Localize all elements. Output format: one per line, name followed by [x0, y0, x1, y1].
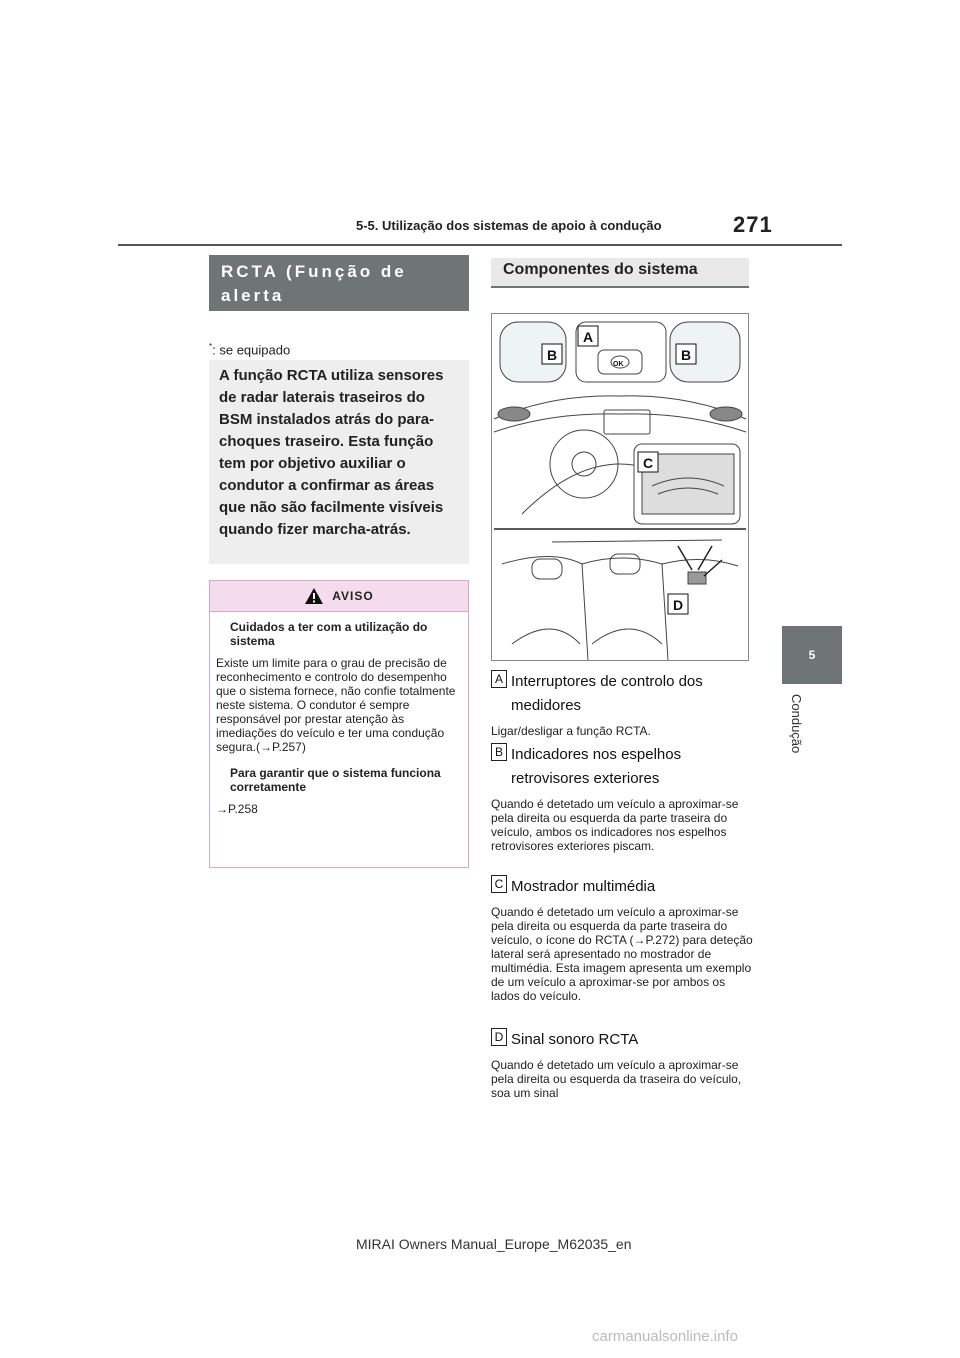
rcta-title-line2: de tráfego traseiro): [221, 313, 436, 333]
intro-box: A função RCTA utiliza sensores de radar laterais traseiros do BSM instalados atrás do para-choques traseiro. Esta função tem por objetivo auxiliar o condutor a confirmar as áreas que não são facilmente visíveis quando fizer marcha-atrás.: [209, 360, 469, 564]
item-b-title-line1: Indicadores nos espelhos: [511, 746, 682, 763]
warning-heading-1: Cuidados a ter com a utilização do sistema: [230, 620, 428, 648]
warning-text-1: Existe um limite para o grau de precisão de reconhecimento e controlo do desempenho que o sistema fornece, não confie totalmente neste sistema. O condutor é sempre responsável por prestar atenção às imediações do veículo e ter uma condução segura.(→P.257): [216, 656, 456, 754]
item-c-title-line1: Mostrador multimédia: [511, 878, 656, 895]
warning-heading-2: Para garantir que o sistema funciona corretamente: [230, 766, 441, 794]
item-b-badge: B: [491, 743, 507, 761]
chapter-label: Condução: [789, 694, 804, 754]
illustration-svg: [492, 314, 748, 660]
label-b-right: B: [681, 347, 692, 363]
rcta-section-title: [209, 255, 469, 333]
equipped-mark: *: [209, 342, 213, 351]
item-d-desc: Quando é detetado um veículo a aproximar-se pela direita ou esquerda da traseira do veículo, soa um sinal: [491, 1058, 742, 1100]
item-b-title-line2: retrovisores exteriores: [511, 770, 660, 787]
warning-label: AVISO: [332, 589, 374, 603]
rcta-title-mark: *: [435, 314, 440, 325]
watermark: carmanualsonline.info: [592, 1328, 738, 1345]
warning-header: [210, 581, 468, 612]
item-d: [491, 1028, 753, 1100]
header-rule: [118, 244, 842, 246]
equipped-text: : se equipado: [212, 342, 291, 358]
item-a-title: [491, 670, 753, 718]
equipped-note: [209, 342, 290, 357]
item-b-title: [491, 743, 753, 791]
chapter-tab: 5: [782, 626, 842, 684]
page-number: 271: [733, 212, 773, 237]
warning-triangle-icon: [304, 587, 324, 605]
item-a-desc: Ligar/desligar a função RCTA.: [491, 724, 651, 738]
item-a-title-line1: Interruptores de controlo dos: [511, 673, 703, 690]
item-c: [491, 875, 753, 1003]
warning-body: [210, 612, 468, 816]
label-b-left: B: [547, 347, 558, 363]
footer-text: MIRAI Owners Manual_Europe_M62035_en: [356, 1236, 632, 1252]
item-d-badge: D: [491, 1028, 507, 1046]
ok-button-label: OK: [613, 361, 624, 368]
rcta-title-line1: RCTA (Função de alerta: [221, 262, 407, 305]
section-header: 5-5. Utilização dos sistemas de apoio à condução: [356, 218, 662, 233]
item-a: [491, 670, 753, 738]
item-c-title: [491, 875, 753, 899]
label-d: D: [673, 597, 684, 613]
item-a-badge: A: [491, 670, 507, 688]
warning-ref-2: →P.258: [216, 802, 258, 816]
item-b-desc: Quando é detetado um veículo a aproximar-se pela direita ou esquerda da parte traseira do veículo, ambos os indicadores nos espelhos retrovisores exteriores piscam.: [491, 797, 739, 853]
item-c-desc: Quando é detetado um veículo a aproximar-se pela direita ou esquerda da parte traseira do veículo, o ícone do RCTA (→P.272) para deteção lateral será apresentado no mostrador de multimédia. Esta imagem apresenta um exemplo de um veículo a aproximar-se por ambos os lados do veículo.: [491, 905, 753, 1003]
item-d-title-line1: Sinal sonoro RCTA: [511, 1031, 639, 1048]
warning-box: [209, 580, 469, 868]
system-components-illustration: [491, 313, 749, 661]
label-a: A: [583, 329, 594, 345]
components-section-title: Componentes do sistema: [491, 258, 749, 288]
label-c: C: [643, 455, 654, 471]
item-c-badge: C: [491, 875, 507, 893]
item-a-title-line2: medidores: [511, 697, 582, 714]
item-d-title: [491, 1028, 753, 1052]
item-b: [491, 743, 753, 853]
